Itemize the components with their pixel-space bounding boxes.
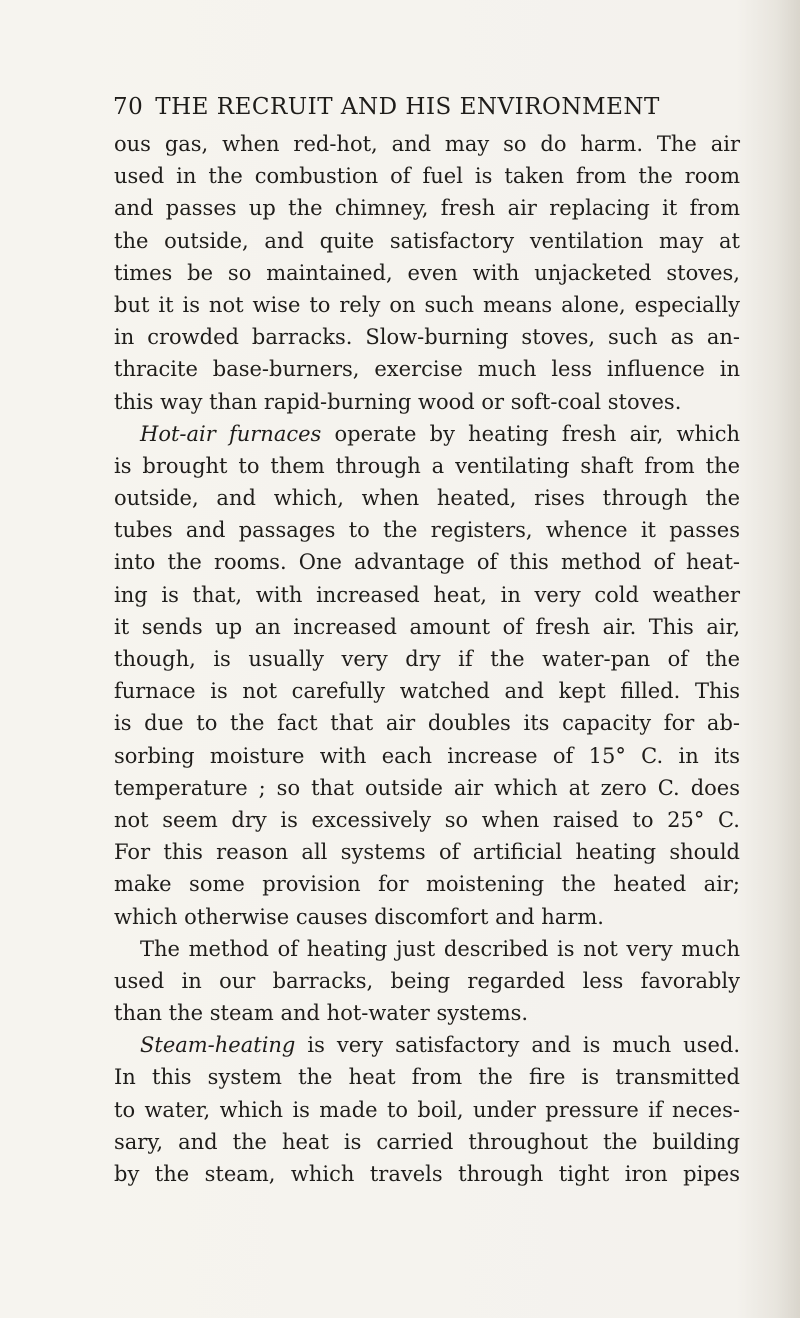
text-line: The method of heating just described is not very much <box>140 936 740 961</box>
text-line: though, is usually very dry if the water-pan of the <box>114 647 740 671</box>
text-line: times be so maintained, even with unjacketed stoves, <box>114 260 740 285</box>
text-line: Steam-heating is very satisfactory and is much used. <box>140 1033 740 1058</box>
page-number: 70 <box>113 94 144 120</box>
text-line: temperature ; so that outside air which at zero C. does <box>114 775 740 800</box>
body-text <box>114 128 740 1190</box>
text-line: to water, which is made to boil, under pressure if neces- <box>114 1097 740 1122</box>
text-line: make some provision for moistening the heated air; <box>114 872 740 897</box>
text-line: outside, and which, when heated, rises through the <box>114 486 740 511</box>
text-line: sary, and the heat is carried throughout the building <box>114 1129 740 1154</box>
text-line: not seem dry is excessively so when raised to 25° C. <box>114 807 740 832</box>
text-line: it sends up an increased amount of fresh air. This air, <box>114 614 740 639</box>
text-line: and passes up the chimney, fresh air replacing it from <box>114 196 740 221</box>
italic-term: Hot-air furnaces <box>140 421 322 446</box>
text-line: Hot-air furnaces operate by heating fresh air, which <box>140 421 740 446</box>
italic-term: Steam-heating <box>140 1033 296 1058</box>
text-line: which otherwise causes discomfort and harm. <box>114 904 604 929</box>
text-line: than the steam and hot-water systems. <box>114 1001 529 1026</box>
text-line: this way than rapid-burning wood or soft-coal stoves. <box>114 389 682 414</box>
text-line: ing is that, with increased heat, in very cold weather <box>114 582 740 607</box>
text-line: In this system the heat from the fire is transmitted <box>114 1065 740 1090</box>
text-line: thracite base-burners, exercise much less influence in <box>114 357 740 382</box>
text-line: in crowded barracks. Slow-burning stoves, such as an- <box>114 325 740 350</box>
text-line: used in the combustion of fuel is taken from the room <box>114 164 740 189</box>
text-line: tubes and passages to the registers, whence it passes <box>114 518 740 543</box>
text-line: is brought to them through a ventilating shaft from the <box>114 453 740 478</box>
text-line: sorbing moisture with each increase of 15° C. in its <box>114 743 740 768</box>
running-title: THE RECRUIT AND HIS ENVIRONMENT <box>155 94 660 120</box>
text-line: For this reason all systems of artificial heating should <box>114 840 740 865</box>
text-line: but it is not wise to rely on such means alone, especially <box>114 292 740 317</box>
text-line: used in our barracks, being regarded less favorably <box>114 968 740 993</box>
text-line: the outside, and quite satisfactory ventilation may at <box>114 228 740 253</box>
text-line: by the steam, which travels through tight iron pipes <box>114 1162 740 1186</box>
text-line: into the rooms. One advantage of this method of heat- <box>114 550 740 575</box>
running-head <box>113 94 753 120</box>
text-line: ous gas, when red-hot, and may so do harm. The air <box>114 132 740 156</box>
text-line: is due to the fact that air doubles its capacity for ab- <box>114 711 740 736</box>
text-line: furnace is not carefully watched and kept filled. This <box>114 679 740 704</box>
